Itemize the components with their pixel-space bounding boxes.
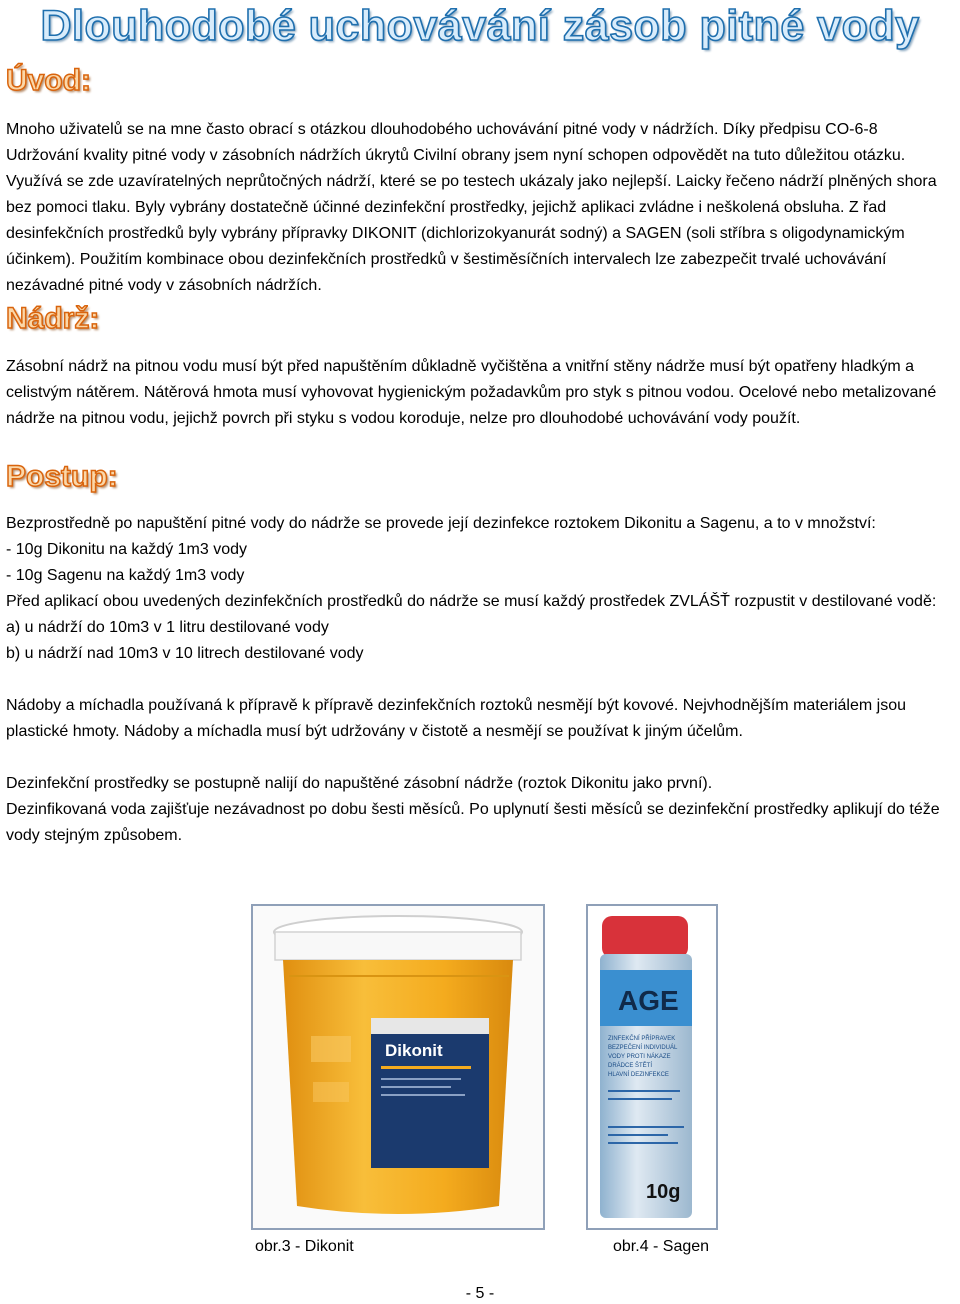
procedure-line: b) u nádrží nad 10m3 v 10 litrech destilované vody [6, 645, 364, 662]
sagen-photo [586, 904, 718, 1230]
procedure-paragraph-2: Nádoby a míchadla používaná k přípravě k přípravě dezinfekčních roztoků nesmějí být kovové. Nejvhodnějším materiálem jsou plastické hmoty. Nádoby a míchadla musí být udržovány v čistotě a nesmějí se používat k jiným účelům. [6, 697, 906, 740]
svg-text:HLAVNÍ DEZINFEKCE: HLAVNÍ DEZINFEKCE [608, 1072, 669, 1078]
sagen-caption: obr.4 - Sagen [613, 1238, 710, 1255]
sagen-cap [602, 916, 688, 958]
heading-intro: Úvod: [6, 64, 91, 97]
svg-text:BEZPEČENÍ INDIVIDUÁL: BEZPEČENÍ INDIVIDUÁL [608, 1045, 678, 1051]
sagen-weight-text: 10g [646, 1181, 681, 1203]
procedure-line: - 10g Dikonitu na každý 1m3 vody [6, 541, 248, 558]
svg-text:ZINFEKČNÍ PŘÍPRAVEK: ZINFEKČNÍ PŘÍPRAVEK [608, 1036, 676, 1042]
sagen-label-text: AGE [618, 985, 679, 1016]
svg-text:DRÁDCE ŠTĚTÍ: DRÁDCE ŠTĚTÍ [608, 1063, 653, 1069]
procedure-block [6, 511, 951, 849]
dikonit-photo [251, 904, 545, 1230]
intro-paragraph: Mnoho uživatelů se na mne často obrací s otázkou dlouhodobého uchovávání pitné vody v nádržích. Díky předpisu CO-6-8 Udržování kvality pitné vody v zásobních nádržích úkrytů Civilní obrany jsem nyní schopen odpovědět na tuto důležitou otázku. Využívá se zde uzavíratelných neprůtočných nádrží, které se po testech ukázaly jako nejlepší. Laicky řečeno nádrží plněných shora bez pomoci tlaku. Byly vybrány dostatečně účinné dezinfekční prostředky, jejichž aplikaci zvládne i neškolená obsluha. Z řad desinfekčních prostředků byly vybrány přípravky DIKONIT (dichlorizokyanurát sodný) a SAGEN (soli stříbra s oligodynamickým účinkem). Použitím kombinace obou dezinfekčních prostředků v šestiměsíčních intervalech lze zabezpečit trvalé uchovávání nezávadné pitné vody v zásobních nádržích. [6, 121, 937, 294]
procedure-line: Dezinfekční prostředky se postupně nalijí do napuštěné zásobní nádrže (roztok Dikonitu jako první). [6, 775, 713, 792]
heading-tank: Nádrž: [6, 302, 100, 335]
procedure-line: Před aplikací obou uvedených dezinfekčních prostředků do nádrže se musí každý prostředek ZVLÁŠŤ rozpustit v destilované vodě: [6, 593, 937, 610]
tank-paragraph: Zásobní nádrž na pitnou vodu musí být před napuštěním důkladně vyčištěna a vnitřní stěny nádrže musí být opatřeny hladkým a celistvým nátěrem. Nátěrová hmota musí vyhovovat hygienickým požadavkům pro styk s pitnou vodou. Ocelové nebo metalizované nádrže na pitnou vodu, jejichž povrch při styku s vodou koroduje, nelze pro dlouhodobé uchovávání vody použít. [6, 358, 937, 427]
procedure-line: Bezprostředně po napuštění pitné vody do nádrže se provede její dezinfekce roztokem Dikonitu a Sagenu, a to v množství: [6, 515, 876, 532]
svg-text:VODY PROTI NÁKAZE: VODY PROTI NÁKAZE [608, 1054, 671, 1060]
heading-procedure: Postup: [6, 460, 118, 493]
page-number: - 5 - [465, 1285, 495, 1302]
procedure-line: Dezinfikovaná voda zajišťuje nezávadnost po dobu šesti měsíců. Po uplynutí šesti měsíců se dezinfekční prostředky aplikují do téže vody stejným způsobem. [6, 801, 940, 844]
procedure-line: - 10g Sagenu na každý 1m3 vody [6, 567, 245, 584]
sagen-tube-illustration [588, 906, 716, 1228]
dikonit-bucket-illustration [253, 906, 543, 1228]
dikonit-brand-text: Dikonit [385, 1041, 443, 1060]
dikonit-caption: obr.3 - Dikonit [255, 1238, 354, 1255]
document-title: Dlouhodobé uchovávání zásob pitné vody [40, 2, 920, 50]
procedure-line: a) u nádrží do 10m3 v 1 litru destilované vody [6, 619, 329, 636]
